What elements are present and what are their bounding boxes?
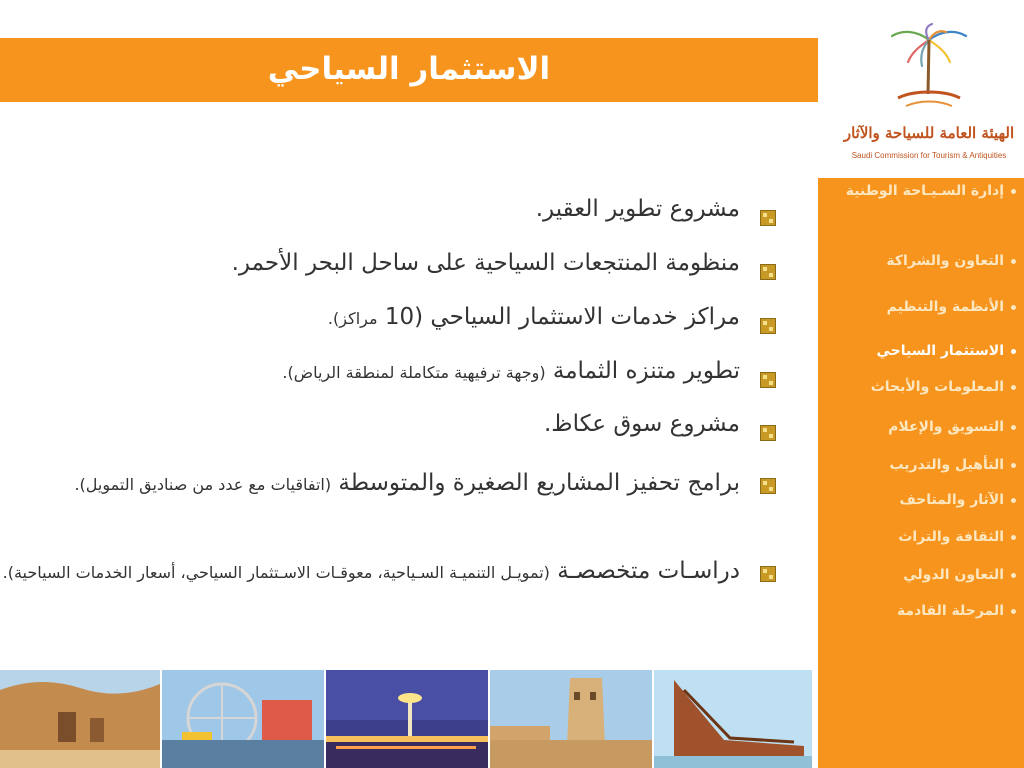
bullet-text: مشروع سوق عكاظ.	[544, 411, 740, 437]
photo-madain-saleh	[0, 670, 160, 768]
bullet-text: مراكز خدمات الاستثمار السياحي (10	[377, 304, 740, 330]
bullet-dot-icon	[1011, 609, 1016, 614]
bullet-dot-icon	[1011, 425, 1016, 430]
logo-arabic-name: الهيئة العامة للسياحة والآثار	[843, 124, 1015, 142]
palm-logo-icon	[836, 22, 1022, 122]
list-item	[0, 552, 782, 592]
logo-english-name: Saudi Commission for Tourism & Antiquities	[851, 151, 1007, 160]
bullet-dot-icon	[1011, 349, 1016, 354]
bullet-dot-icon	[1011, 305, 1016, 310]
bullet-note: مراكز).	[327, 309, 378, 328]
bullet-dot-icon	[1011, 259, 1016, 264]
photo-strip	[0, 670, 812, 768]
sidebar-item-marketing-media[interactable]: التسويق والإعلام	[826, 418, 1016, 437]
bullet-square-icon	[760, 318, 776, 334]
bullet-text: منظومة المنتجعات السياحية على ساحل البحر الأحمر.	[231, 250, 740, 276]
bullet-note: (تمويـل التنميـة السـياحية، معوقـات الاسـتثمار السياحي، أسعار الخدمات السياحية).	[2, 563, 550, 582]
bullet-dot-icon	[1011, 535, 1016, 540]
page-title: الاستثمار السياحي	[267, 51, 551, 87]
list-item	[0, 464, 782, 504]
photo-amusement-park	[162, 670, 324, 768]
sidebar-item-culture-heritage[interactable]: الثقافة والتراث	[826, 528, 1016, 547]
list-item	[0, 250, 782, 290]
bullet-text: مشروع تطوير العقير.	[535, 196, 740, 222]
sidebar-item-information-research[interactable]: المعلومات والأبحاث	[826, 378, 1016, 397]
sidebar-item-training[interactable]: التأهيل والتدريب	[826, 456, 1016, 475]
sidebar-item-tourism-investment[interactable]: الاستثمار السياحي	[826, 342, 1016, 361]
list-item	[0, 358, 782, 398]
bullet-dot-icon	[1011, 189, 1016, 194]
bullet-square-icon	[760, 372, 776, 388]
sidebar-item-antiquities-museums[interactable]: الآثار والمتاحف	[826, 491, 1016, 510]
bullet-dot-icon	[1011, 498, 1016, 503]
title-bar	[0, 38, 818, 102]
bullet-text: برامج تحفيز المشاريع الصغيرة والمتوسطة	[331, 470, 740, 496]
bullet-text: دراسـات متخصصـة	[549, 558, 740, 584]
sidebar-item-next-phase[interactable]: المرحلة القادمة	[826, 602, 1016, 621]
sidebar-item-national-tourism[interactable]: إدارة السـيـاحة الوطنية	[826, 182, 1016, 201]
bullet-square-icon	[760, 566, 776, 582]
sidebar-item-regulations[interactable]: الأنظمة والتنظيم	[826, 298, 1016, 317]
bullet-square-icon	[760, 264, 776, 280]
bullet-dot-icon	[1011, 573, 1016, 578]
sidebar	[818, 178, 1024, 768]
logo	[836, 22, 1022, 167]
bullet-note: (وجهة ترفيهية متكاملة لمنطقة الرياض).	[282, 363, 546, 382]
list-item	[0, 411, 782, 451]
bullet-text: تطوير متنزه الثمامة	[545, 358, 740, 384]
bullet-square-icon	[760, 478, 776, 494]
bullet-square-icon	[760, 425, 776, 441]
photo-night-skyline	[326, 670, 488, 768]
photo-mud-fort	[490, 670, 652, 768]
bullet-square-icon	[760, 210, 776, 226]
sidebar-item-cooperation[interactable]: التعاون والشراكة	[826, 252, 1016, 271]
bullet-dot-icon	[1011, 385, 1016, 390]
list-item	[0, 304, 782, 344]
photo-wooden-boat	[654, 670, 812, 768]
bullet-dot-icon	[1011, 463, 1016, 468]
list-item	[0, 196, 782, 236]
sidebar-item-international-cooperation[interactable]: التعاون الدولي	[826, 566, 1016, 585]
bullet-note: (اتفاقيات مع عدد من صناديق التمويل).	[74, 475, 332, 494]
